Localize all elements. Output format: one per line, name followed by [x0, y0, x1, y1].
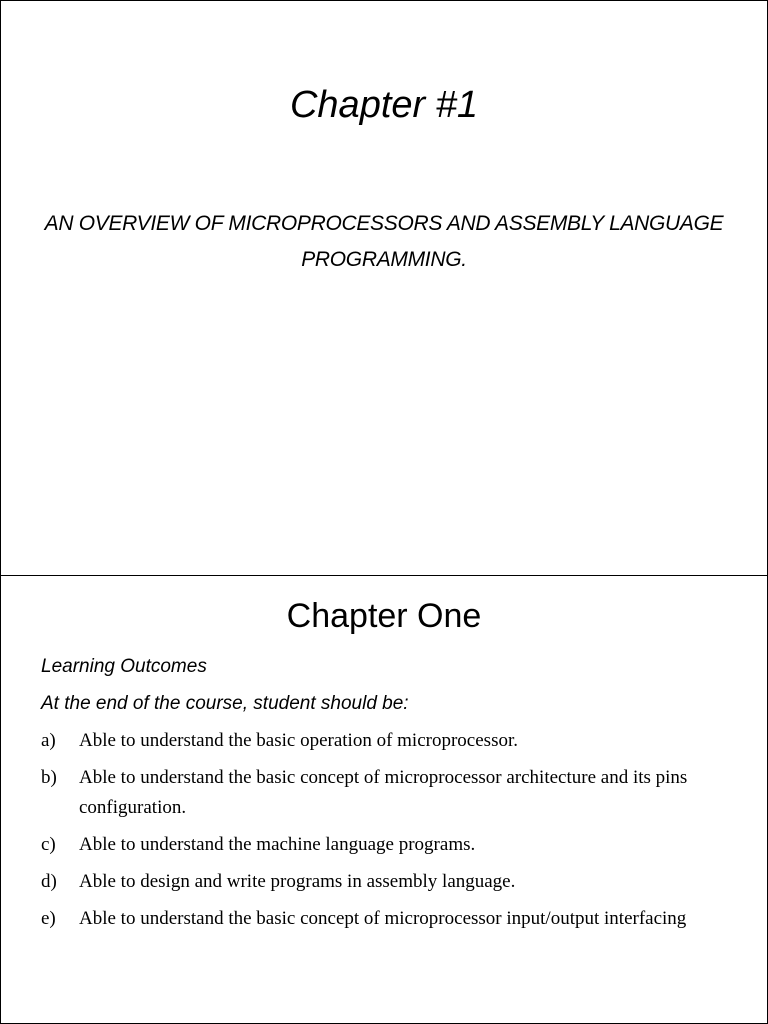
list-marker: d): [41, 871, 57, 892]
list-item-text: Able to understand the machine language programs.: [79, 834, 476, 855]
list-item-text: Able to design and write programs in assembly language.: [79, 871, 516, 892]
list-item-text: Able to understand the basic concept of microprocessor architecture and its pins configuration.: [79, 767, 688, 818]
learning-outcomes-intro: At the end of the course, student should be:: [41, 693, 409, 714]
learning-outcomes-list: [41, 726, 741, 941]
list-item: [41, 726, 741, 756]
list-marker: c): [41, 834, 56, 855]
learning-outcomes-heading: Learning Outcomes: [41, 656, 207, 677]
slide-2: [0, 575, 768, 1024]
list-marker: b): [41, 767, 57, 788]
list-marker: a): [41, 730, 56, 751]
list-marker: e): [41, 908, 56, 929]
list-item: [41, 867, 741, 897]
chapter-subtitle: AN OVERVIEW OF MICROPROCESSORS AND ASSEMBLY LANGUAGE PROGRAMMING.: [44, 212, 724, 271]
list-item: [41, 830, 741, 860]
list-item: [41, 763, 741, 823]
list-item-text: Able to understand the basic operation of microprocessor.: [79, 730, 518, 751]
list-item-text: Able to understand the basic concept of microprocessor input/output interfacing: [79, 908, 687, 929]
chapter-number-title: Chapter #1: [289, 84, 478, 126]
list-item: [41, 904, 741, 934]
chapter-title: Chapter One: [286, 597, 482, 635]
